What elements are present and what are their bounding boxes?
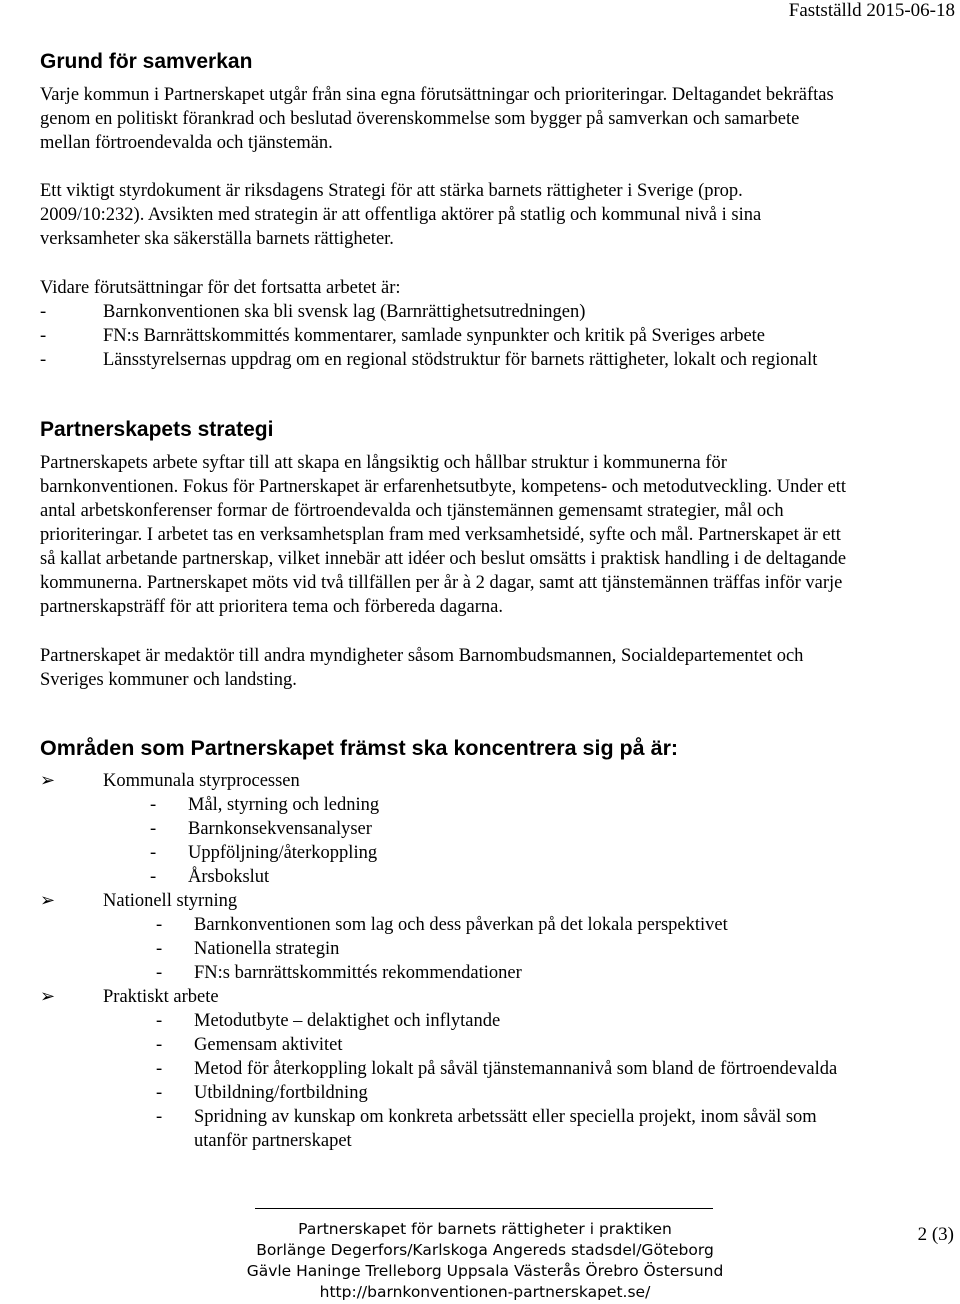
- footer: [180, 1219, 790, 1303]
- list-item: [156, 913, 945, 937]
- list-item: [156, 1105, 945, 1129]
- footer-members: Gävle Haninge Trelleborg Uppsala Västerås Örebro Östersund: [246, 1262, 724, 1280]
- list-item: [150, 793, 945, 817]
- list-item: [156, 1057, 945, 1081]
- continuation-spacer: [156, 1129, 194, 1153]
- area-group-label: Praktiskt arbete: [103, 987, 219, 1007]
- footer-organization: Partnerskapet för barnets rättigheter i praktiken: [298, 1220, 672, 1238]
- text-line: antal arbetskonferenser formar de förtroendevalda och tjänstemännen gemensamt strategier, mål och: [40, 501, 784, 521]
- list-item-text: Spridning av kunskap om konkreta arbetssätt eller speciella projekt, inom såväl som: [194, 1107, 817, 1127]
- list-item-text: FN:s barnrättskommittés rekommendationer: [194, 963, 522, 983]
- list-item: [156, 1009, 945, 1033]
- list-item-text: Gemensam aktivitet: [194, 1035, 343, 1055]
- text-line: partnerskapsträff för att prioritera tema och förbereda dagarna.: [40, 597, 503, 617]
- list-item-text: Uppföljning/återkoppling: [188, 843, 378, 863]
- list-item: [40, 300, 945, 324]
- area-sublist: [40, 913, 945, 985]
- area-sublist: [40, 793, 945, 889]
- heading-partnerskapets-strategi: Partnerskapets strategi: [40, 418, 274, 441]
- text-line: Partnerskapet är medaktör till andra myndigheter såsom Barnombudsmannen, Socialdepartementet och: [40, 646, 804, 666]
- paragraph-strategi: [40, 451, 955, 619]
- dash-marker: -: [156, 1083, 163, 1103]
- list-item-text: Nationella strategin: [194, 939, 340, 959]
- area-group-heading: [40, 889, 945, 913]
- area-group-heading: [40, 985, 945, 1009]
- text-line: Sveriges kommuner och landsting.: [40, 670, 297, 690]
- dash-marker: -: [150, 843, 157, 863]
- list-item-continuation: [156, 1129, 945, 1153]
- dash-marker: -: [40, 350, 47, 370]
- dash-marker: -: [40, 302, 47, 322]
- text-line: mellan förtroendevalda och tjänstemän.: [40, 133, 333, 153]
- text-line: kommunerna. Partnerskapet möts vid två tillfällen per år à 2 dagar, samt att tjänstemännen träffas inför varje: [40, 573, 843, 593]
- list-item-text: Barnkonventionen ska bli svensk lag (Barnrättighetsutredningen): [103, 302, 586, 322]
- footer-divider: [255, 1208, 713, 1209]
- text-line: Varje kommun i Partnerskapet utgår från sina egna förutsättningar och prioriteringar. Deltagandet bekräftas: [40, 85, 834, 105]
- arrow-bullet-icon: ➢: [40, 890, 56, 911]
- area-group-heading: [40, 769, 945, 793]
- list-item-text: Metodutbyte – delaktighet och inflytande: [194, 1011, 501, 1031]
- areas-list: [40, 769, 945, 1153]
- paragraph-medaktor: [40, 644, 945, 692]
- list-intro: Vidare förutsättningar för det fortsatta arbetet är:: [40, 278, 401, 298]
- area-group-label: Kommunala styrprocessen: [103, 771, 300, 791]
- paragraph-styrdokument: [40, 179, 945, 251]
- dash-marker: -: [156, 963, 163, 983]
- document-date: Fastställd 2015-06-18: [788, 0, 955, 21]
- list-item-text: Utbildning/fortbildning: [194, 1083, 368, 1103]
- list-item: [156, 1081, 945, 1105]
- dash-marker: -: [156, 915, 163, 935]
- area-group-label: Nationell styrning: [103, 891, 238, 911]
- text-line: verksamheter ska säkerställa barnets rättigheter.: [40, 229, 394, 249]
- text-line: Partnerskapets arbete syftar till att skapa en långsiktig och hållbar struktur i kommunerna för: [40, 453, 727, 473]
- dash-marker: -: [150, 795, 157, 815]
- text-line: genom en politiskt förankrad och beslutad överenskommelse som bygger på samverkan och samarbete: [40, 109, 800, 129]
- list-item: [150, 865, 945, 889]
- dash-marker: -: [156, 939, 163, 959]
- list-item-text: Barnkonventionen som lag och dess påverkan på det lokala perspektivet: [194, 915, 728, 935]
- dash-marker: -: [40, 326, 47, 346]
- footer-url: http://barnkonventionen-partnerskapet.se/: [319, 1283, 651, 1301]
- list-item: [150, 817, 945, 841]
- text-line: så kallat arbetande partnerskap, vilket innebär att idéer och beslut omsätts i praktisk handling i de deltagande: [40, 549, 847, 569]
- list-item: [150, 841, 945, 865]
- list-item-text: Barnkonsekvensanalyser: [188, 819, 372, 839]
- list-item-text: Årsbokslut: [188, 867, 270, 887]
- list-item-text: Mål, styrning och ledning: [188, 795, 380, 815]
- heading-grund-for-samverkan: Grund för samverkan: [40, 50, 253, 73]
- arrow-bullet-icon: ➢: [40, 770, 56, 791]
- list-item-text: Metod för återkoppling lokalt på såväl tjänstemannanivå som bland de förtroendevalda: [194, 1059, 838, 1079]
- dash-marker: -: [150, 819, 157, 839]
- heading-omraden: Områden som Partnerskapet främst ska koncentrera sig på är:: [40, 736, 679, 760]
- paragraph-forutsattningar: [40, 276, 945, 372]
- list-item-text: Länsstyrelsernas uppdrag om en regional stödstruktur för barnets rättigheter, lokalt och regionalt: [103, 350, 818, 370]
- paragraph-grund: [40, 83, 945, 155]
- dash-marker: -: [156, 1107, 163, 1127]
- list-item: [40, 348, 945, 372]
- list-item-text: utanför partnerskapet: [194, 1131, 352, 1151]
- footer-members: Borlänge Degerfors/Karlskoga Angereds stadsdel/Göteborg: [256, 1241, 714, 1259]
- dash-marker: -: [156, 1059, 163, 1079]
- list-item: [156, 937, 945, 961]
- text-line: 2009/10:232). Avsikten med strategin är att offentliga aktörer på statlig och kommunal nivå i sina: [40, 205, 762, 225]
- dash-marker: -: [156, 1035, 163, 1055]
- page-number: 2 (3): [917, 1224, 954, 1245]
- list-item: [40, 324, 945, 348]
- text-line: Ett viktigt styrdokument är riksdagens Strategi för att stärka barnets rättigheter i Sverige (prop.: [40, 181, 743, 201]
- list-item-text: FN:s Barnrättskommittés kommentarer, samlade synpunkter och kritik på Sveriges arbete: [103, 326, 766, 346]
- arrow-bullet-icon: ➢: [40, 986, 56, 1007]
- dash-marker: -: [156, 1011, 163, 1031]
- list-item: [156, 961, 945, 985]
- list-item: [156, 1033, 945, 1057]
- text-line: prioriteringar. I arbetet tas en verksamhetsplan fram med verksamhetsidé, syfte och mål. Partnerskapet är ett: [40, 525, 841, 545]
- area-sublist: [40, 1009, 945, 1153]
- text-line: barnkonventionen. Fokus för Partnerskapet är erfarenhetsutbyte, kompetens- och metodutveckling. Under ett: [40, 477, 847, 497]
- dash-marker: -: [150, 867, 157, 887]
